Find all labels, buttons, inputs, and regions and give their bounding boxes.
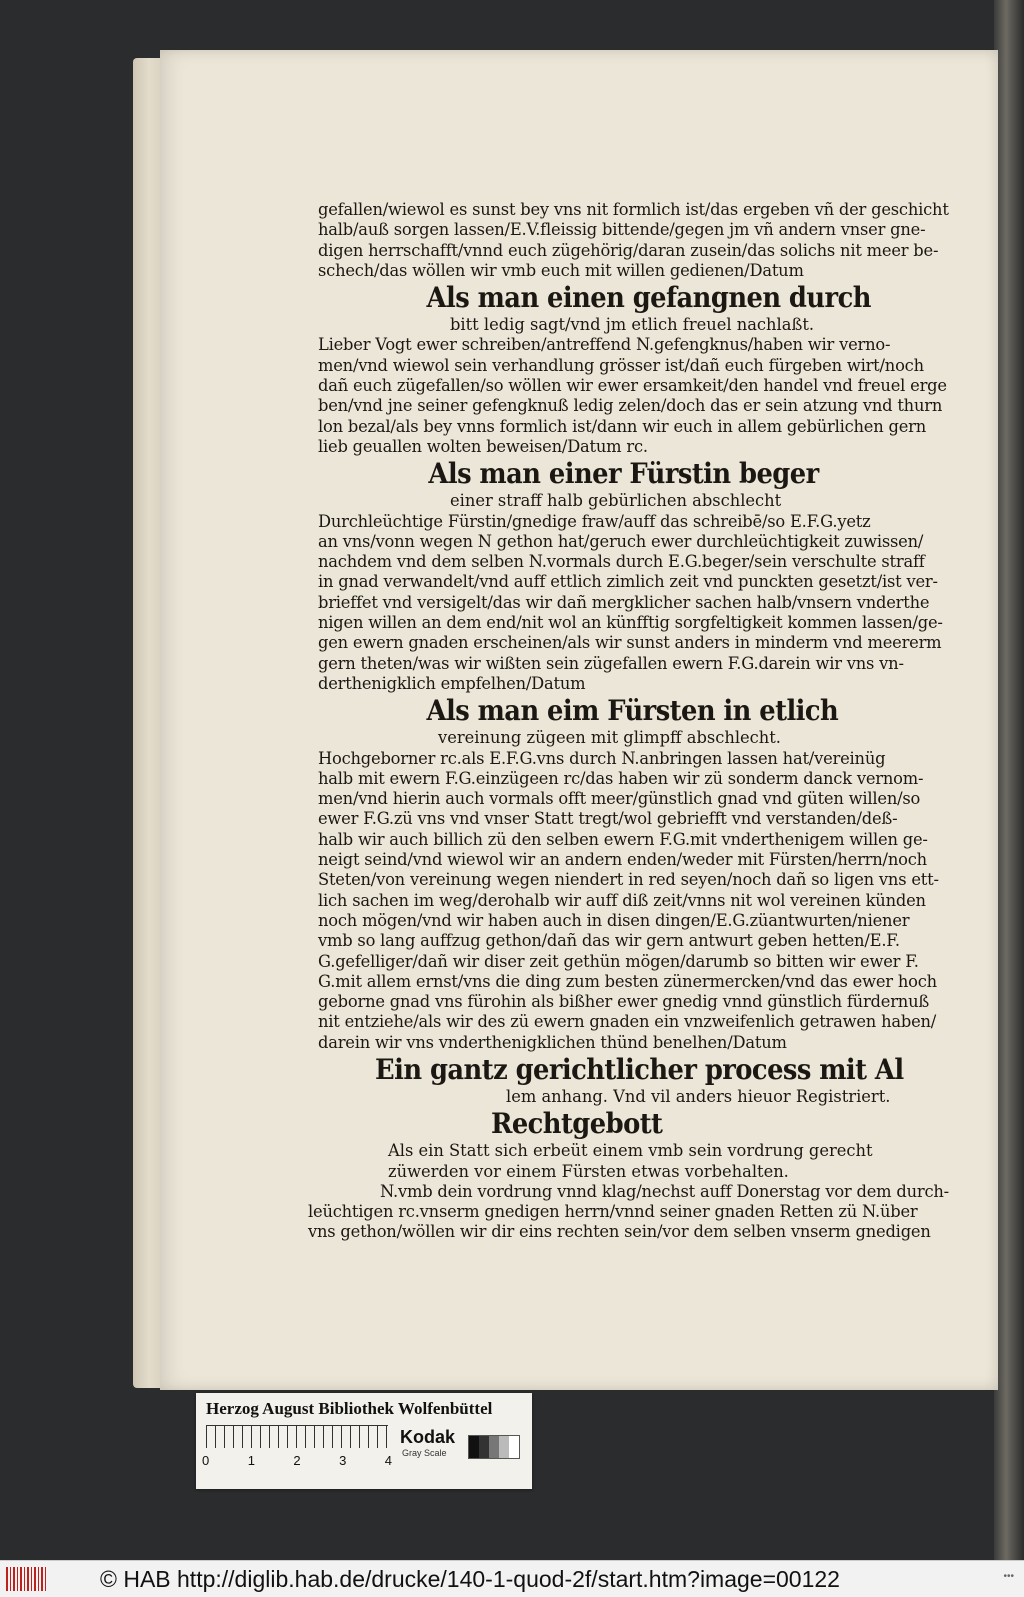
section-heading: Als man einer Fürstin beger xyxy=(428,457,819,491)
footer-bar xyxy=(0,1560,1024,1597)
text-line: digen herrschafft/vnnd euch zügehörig/daran zusein/das solichs nit meer be- xyxy=(318,240,939,260)
text-line: gern theten/was wir wißten sein zügefallen ewern F.G.darein wir vns vn- xyxy=(318,653,904,673)
section-subheading: Als ein Statt sich erbeüt einem vmb sein vordrung gerecht xyxy=(388,1141,873,1161)
section-subheading: lem anhang. Vnd vil anders hieuor Registriert. xyxy=(506,1086,891,1106)
text-line: Durchleüchtige Fürstin/gnedige fraw/auff das schreibē/so E.F.G.yetz xyxy=(318,511,871,531)
ruler-number: 0 xyxy=(202,1453,210,1468)
printed-text-block xyxy=(308,200,958,1243)
text-line: an vns/vonn wegen N gethon hat/geruch ewer durchleüchtigkeit zuwissen/ xyxy=(318,531,924,551)
text-line: halb wir auch billich zü den selben ewern F.G.mit vnderthenigem willen ge- xyxy=(318,829,928,849)
text-line: G.mit allem ernst/vns die ding zum besten zünermercken/vnd das ewer hoch xyxy=(318,971,937,991)
ruler-number: 4 xyxy=(384,1453,392,1468)
text-line: Steten/von vereinung wegen niendert in red seyen/noch dañ so ligen vns ett- xyxy=(318,870,939,890)
text-line: N.vmb dein vordrung vnnd klag/nechst auff Donerstag vor dem durch- xyxy=(380,1181,949,1201)
section-subheading: einer straff halb gebürlichen abschlecht xyxy=(450,491,782,511)
text-line: derthenigklich empfelhen/Datum xyxy=(318,673,586,693)
text-line: ben/vnd jne seiner gefengknuß ledig zelen/doch das er sein atzung vnd thurn xyxy=(318,396,943,416)
text-line: in gnad verwandelt/vnd auff ettlich zimlich zeit vnd punckten gesetzt/ist ver- xyxy=(318,572,938,592)
text-line: Hochgeborner rc.als E.F.G.vns durch N.anbringen lassen hat/vereinüg xyxy=(318,748,886,768)
text-line: brieffet vnd versigelt/das wir dañ mergklicher sachen halb/vnsern vnderthe xyxy=(318,592,930,612)
text-line: nigen willen an dem end/nit wol an künfftig sorgfeltigkeit kommen lassen/ge- xyxy=(318,613,943,633)
text-line: gefallen/wiewol es sunst bey vns nit formlich ist/das ergeben vñ der geschicht xyxy=(318,200,949,219)
text-line: geborne gnad vns fürohin als bißher ewer gnedig vnnd günstlich fürdernuß xyxy=(318,992,930,1012)
ruler-number: 1 xyxy=(247,1453,255,1468)
text-line: Lieber Vogt ewer schreiben/antreffend N.gefengknus/haben wir verno- xyxy=(318,335,891,355)
text-line: halb/auß sorgen lassen/E.V.fleissig bittende/gegen jm vñ andern vnser gne- xyxy=(318,220,926,240)
text-line: noch mögen/vnd wir haben auch in disen dingen/E.G.züantwurten/niener xyxy=(318,910,910,930)
text-line: halb mit ewern F.G.einzügeen rc/das haben wir zü sonderm danck vernom- xyxy=(318,768,924,788)
section-subheading: bitt ledig sagt/vnd jm etlich freuel nachlaßt. xyxy=(450,315,815,335)
library-label xyxy=(196,1393,532,1489)
footer-url-text[interactable]: © HAB http://diglib.hab.de/drucke/140-1-quod-2f/start.htm?image=00122 xyxy=(100,1566,840,1592)
scale-ruler xyxy=(206,1425,388,1448)
text-line: dañ euch zügefallen/so wöllen wir ewer ersamkeit/den handel vnd freuel erge xyxy=(318,376,947,396)
ruler-number: 3 xyxy=(339,1453,347,1468)
text-line: leüchtigen rc.vnserm gnedigen herrn/vnnd seiner gnaden Retten zü N.über xyxy=(308,1202,918,1222)
ruler-numbers xyxy=(202,1453,392,1468)
section-heading: Ein gantz gerichtlicher process mit Al xyxy=(375,1052,904,1086)
footer-dots: ••• xyxy=(1003,1571,1014,1582)
gray-scale-label: Gray Scale xyxy=(402,1448,447,1458)
text-line: vmb so lang auffzug gethon/dañ das wir gern antwurt geben hetten/E.F. xyxy=(318,931,900,951)
library-label-title: Herzog August Bibliothek Wolfenbüttel xyxy=(206,1399,493,1418)
section-heading: Als man eim Fürsten in etlich xyxy=(426,694,839,728)
text-line: schech/das wöllen wir vmb euch mit willen gedienen/Datum xyxy=(318,260,804,280)
text-line: ewer F.G.zü vns vnd vnser Statt tregt/wol gebriefft vnd verstanden/deß- xyxy=(318,809,898,829)
text-line: lon bezal/als bey vnns formlich ist/dann wir euch in allem gebürlichen gern xyxy=(318,416,927,436)
section-heading: Rechtgebott xyxy=(490,1107,663,1141)
text-line: men/vnd wiewol sein verhandlung grösser ist/dañ euch fürgeben wirt/noch xyxy=(318,355,924,375)
text-line: men/vnd hierin auch vormals offt meer/günstlich gnad vnd güten willen/so xyxy=(318,789,921,809)
text-line: lich sachen im weg/derohalb wir auff diß zeit/vnns nit wol vereinen künden xyxy=(318,890,926,910)
text-line: gen ewern gnaden erscheinen/als wir sunst anders in minderm vnd meererm xyxy=(318,633,942,653)
text-line: darein wir vns vnderthenigklichen thünd benelhen/Datum xyxy=(318,1032,787,1052)
section-heading: Als man einen gefangnen durch xyxy=(426,281,871,315)
section-subheading: züwerden vor einem Fürsten etwas vorbehalten. xyxy=(388,1161,789,1181)
text-line: nit entziehe/als wir des zü ewern gnaden ein vnzweifenlich getrawen haben/ xyxy=(318,1012,937,1032)
kodak-logo: Kodak xyxy=(400,1427,456,1447)
text-line: G.gefelliger/dañ wir diser zeit gethün mögen/darumb so bitten wir ewer F. xyxy=(318,951,919,971)
text-line: nachdem vnd dem selben N.vormals durch E.G.beger/sein verschulte straff xyxy=(318,552,925,572)
text-line: vns gethon/wöllen wir dir eins rechten sein/vor dem selben vnserm gnedigen xyxy=(308,1222,931,1242)
text-line: neigt seind/vnd wiewol wir an andern enden/weder mit Fürsten/herrn/noch xyxy=(318,850,927,870)
hab-logo-icon xyxy=(6,1567,48,1591)
ruler-number: 2 xyxy=(293,1453,301,1468)
text-line: lieb geuallen wolten beweisen/Datum rc. xyxy=(318,436,648,456)
section-subheading: vereinung zügeen mit glimpff abschlecht. xyxy=(438,728,781,748)
gray-swatches xyxy=(468,1435,520,1459)
background-strip xyxy=(994,0,1024,1560)
